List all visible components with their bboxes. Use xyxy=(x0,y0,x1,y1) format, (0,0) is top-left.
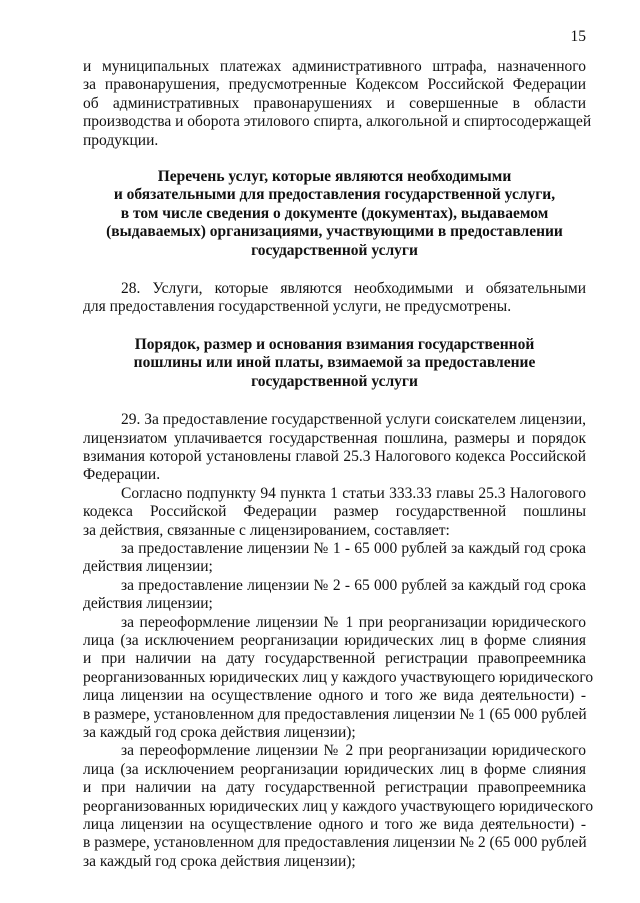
heading-line: (выдаваемых) организациями, участвующими в предоставлении xyxy=(106,223,563,241)
text-line: и при наличии на дату государственной регистрации правопреемника xyxy=(83,779,586,797)
heading-line: Порядок, размер и основания взимания государственной xyxy=(134,335,535,353)
intro-paragraph xyxy=(83,58,592,150)
paragraph-reissue-license-1 xyxy=(83,613,594,743)
heading-line: в том числе сведения о документе (документах), выдаваемом xyxy=(120,204,549,222)
text-line: и муниципальных платежах административного штрафа, назначенного xyxy=(83,58,586,75)
text-line: за предоставление лицензии № 1 - 65 000 рублей за каждый год срока xyxy=(121,539,586,557)
text-line: лица лицензии на осуществление одного и того же вида деятельности) - xyxy=(83,687,586,705)
section-heading-services xyxy=(83,168,586,260)
heading-line: государственной услуги xyxy=(251,372,418,390)
text-line: лицензиатом уплачивается государственная пошлина, размеры и порядок xyxy=(83,429,586,447)
text-line: за действия, связанные с лицензированием, составляет: xyxy=(83,521,450,539)
text-line: Согласно подпункту 94 пункта 1 статьи 333.33 главы 25.3 Налогового xyxy=(121,484,586,502)
paragraph-reissue-license-2 xyxy=(83,742,594,871)
text-line: об административных правонарушениях и совершенные в области xyxy=(83,94,586,112)
text-line: за переоформление лицензии № 2 при реорганизации юридического xyxy=(121,742,586,760)
text-line: производства и оборота этилового спирта, алкогольной и спиртосодержащей xyxy=(83,113,592,131)
heading-line: и обязательными для предоставления государственной услуги, xyxy=(113,186,556,204)
paragraph-according xyxy=(83,485,586,540)
heading-line: государственной услуги xyxy=(251,241,418,259)
text-line: реорганизованных юридических лиц у каждого участвующего юридического xyxy=(83,797,594,815)
text-line: кодекса Российской Федерации размер государственной пошлины xyxy=(83,503,586,521)
page-number: 15 xyxy=(570,28,586,45)
text-line: за каждый год срока действия лицензии); xyxy=(83,852,356,870)
text-line: в размере, установленном для предоставления лицензии № 2 (65 000 рублей xyxy=(83,834,587,852)
text-line: за правонарушения, предусмотренные Кодексом Российской Федерации xyxy=(83,76,586,94)
heading-line: пошлины или иной платы, взимаемой за предоставление xyxy=(133,354,536,372)
text-line: за каждый год срока действия лицензии); xyxy=(83,724,356,741)
paragraph-license-2-fee xyxy=(83,577,586,614)
text-line: и при наличии на дату государственной регистрации правопреемника xyxy=(83,650,586,668)
text-line: взимания которой установлены главой 25.3 Налогового кодекса Российской xyxy=(83,447,586,465)
text-line: продукции. xyxy=(83,131,159,149)
text-line: лица (за исключением реорганизации юридических лиц в форме слияния xyxy=(83,760,586,778)
text-line: действия лицензии; xyxy=(83,558,213,576)
paragraph-28 xyxy=(83,280,586,317)
text-line: за переоформление лицензии № 1 при реорганизации юридического xyxy=(121,613,586,631)
text-line: в размере, установленном для предоставления лицензии № 1 (65 000 рублей xyxy=(83,705,587,723)
heading-line: Перечень услуг, которые являются необходимыми xyxy=(157,168,512,186)
section-heading-duty xyxy=(83,336,586,391)
text-line: реорганизованных юридических лиц у каждого участвующего юридического xyxy=(83,668,594,686)
document-body xyxy=(83,58,594,871)
text-line: Федерации. xyxy=(83,466,161,484)
text-line: 28. Услуги, которые являются необходимыми и обязательными xyxy=(121,280,586,298)
text-line: за предоставление лицензии № 2 - 65 000 рублей за каждый год срока xyxy=(121,576,586,594)
paragraph-license-1-fee xyxy=(83,540,586,577)
text-line: 29. За предоставление государственной услуги соискателем лицензии, xyxy=(121,411,586,429)
text-line: лица лицензии на осуществление одного и того же вида деятельности) - xyxy=(83,816,586,834)
text-line: для предоставления государственной услуги, не предусмотрены. xyxy=(83,298,512,316)
paragraph-29 xyxy=(83,411,586,485)
text-line: действия лицензии; xyxy=(83,595,213,613)
text-line: лица (за исключением реорганизации юридических лиц в форме слияния xyxy=(83,631,586,649)
